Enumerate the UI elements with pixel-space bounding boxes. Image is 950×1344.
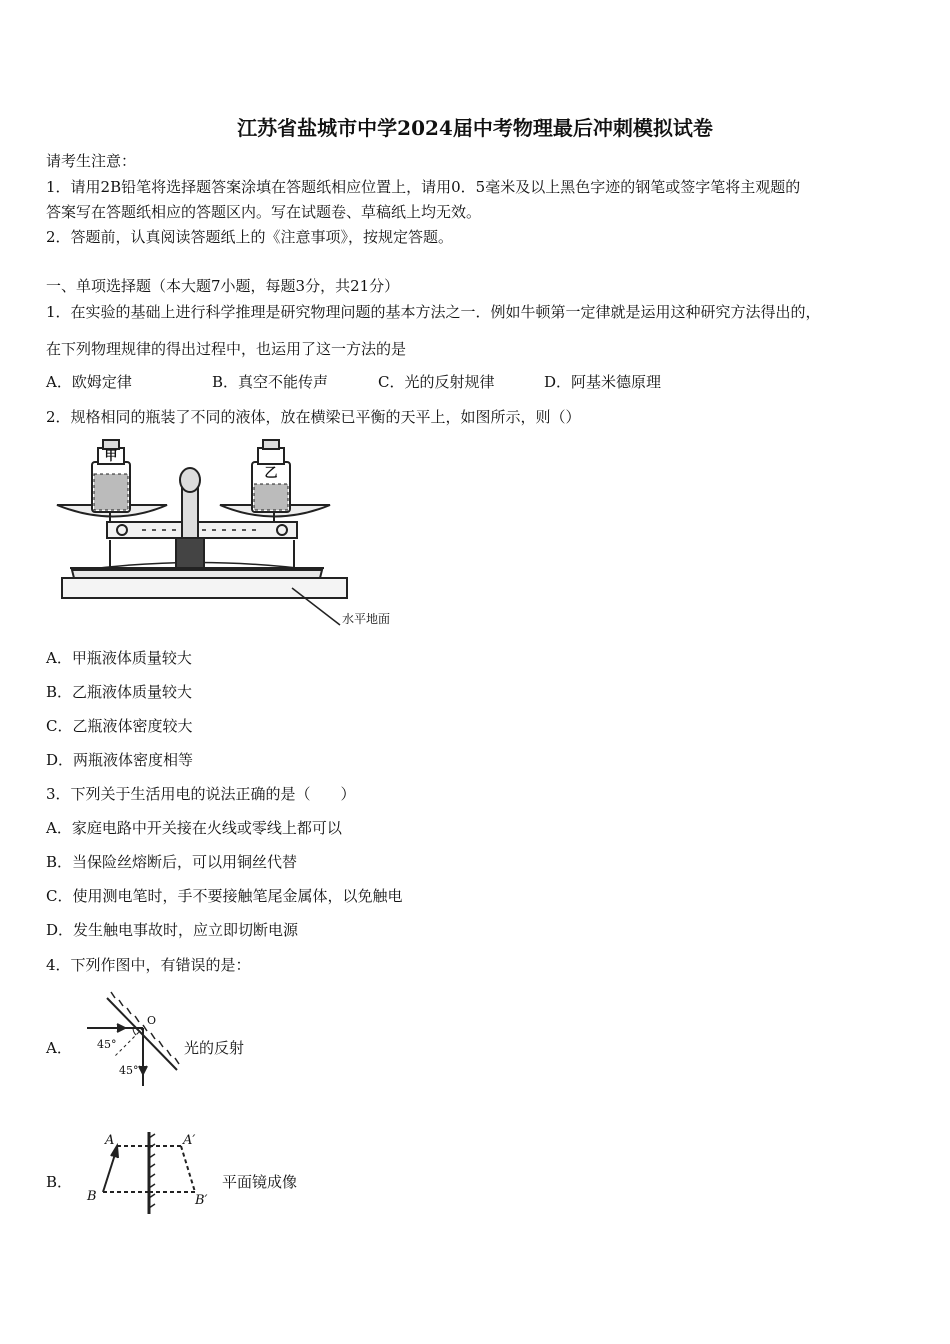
notice-heading: 请考生注意： — [46, 152, 137, 170]
q2-option-a: A．甲瓶液体质量较大 — [46, 649, 192, 667]
point-o-label: O — [147, 1014, 157, 1027]
q1-option-d: D．阿基米德原理 — [544, 373, 662, 391]
q4-option-a-caption: 光的反射 — [184, 1039, 245, 1057]
section-heading: 一、单项选择题（本大题7小题，每题3分，共21分） — [46, 277, 400, 295]
q2-stem: 2．规格相同的瓶装了不同的液体，放在横梁已平衡的天平上，如图所示，则（） — [46, 408, 581, 426]
q3-option-a: A．家庭电路中开关接在火线或零线上都可以 — [46, 819, 342, 837]
angle-label-1: 45° — [97, 1038, 117, 1051]
bottle-jia-label: 甲 — [104, 449, 118, 464]
q2-option-b: B．乙瓶液体质量较大 — [46, 683, 193, 701]
notice-item-1-cont: 答案写在答题纸相应的答题区内。写在试题卷、草稿纸上均无效。 — [46, 203, 482, 221]
q1-option-b: B．真空不能传声 — [212, 373, 329, 391]
notice-item-2: 2．答题前，认真阅读答题纸上的《注意事项》，按规定答题。 — [46, 228, 454, 246]
q1-options — [46, 371, 661, 393]
q3-option-b: B．当保险丝熔断后，可以用铜丝代替 — [46, 853, 298, 871]
angle-label-2: 45° — [119, 1064, 139, 1077]
label-a: A — [105, 1133, 115, 1148]
label-b-prime: B′ — [195, 1193, 208, 1208]
notice-item-1: 1．请用2B铅笔将选择题答案涂填在答题纸相应位置上，请用0．5毫米及以上黑色字迹的钢笔或签字笔将主观题的 — [46, 178, 801, 196]
q4-option-b-letter: B． — [46, 1173, 73, 1191]
reflection-figure — [85, 990, 185, 1090]
q4-option-b-caption: 平面镜成像 — [222, 1173, 298, 1191]
balance-base — [62, 578, 347, 598]
q3-option-c: C．使用测电笔时，手不要接触笔尾金属体，以免触电 — [46, 887, 403, 905]
mirror-figure — [85, 1128, 225, 1218]
ground-label: 水平地面 — [342, 612, 391, 626]
label-a-prime: A′ — [183, 1133, 196, 1148]
page-title: 江苏省盐城市中学2024届中考物理最后冲刺模拟试卷 — [237, 116, 713, 140]
q2-option-d: D．两瓶液体密度相等 — [46, 751, 194, 769]
label-b: B — [87, 1189, 97, 1204]
q1-stem: 1．在实验的基础上进行科学推理是研究物理问题的基本方法之一．例如牛顿第一定律就是运用这种研究方法得出的， — [46, 303, 821, 321]
q2-option-c: C．乙瓶液体密度较大 — [46, 717, 193, 735]
q1-option-c: C．光的反射规律 — [378, 373, 495, 391]
q1-stem-cont: 在下列物理规律的得出过程中，也运用了这一方法的是 — [46, 340, 407, 358]
q3-stem: 3．下列关于生活用电的说法正确的是（ ） — [46, 785, 356, 803]
q1-option-a: A．欧姆定律 — [46, 373, 132, 391]
q4-stem: 4．下列作图中，有错误的是： — [46, 956, 251, 974]
balance-figure — [52, 440, 412, 635]
q4-option-a-letter: A． — [46, 1039, 72, 1057]
q3-option-d: D．发生触电事故时，应立即切断电源 — [46, 921, 299, 939]
bottle-yi-label: 乙 — [264, 466, 278, 481]
